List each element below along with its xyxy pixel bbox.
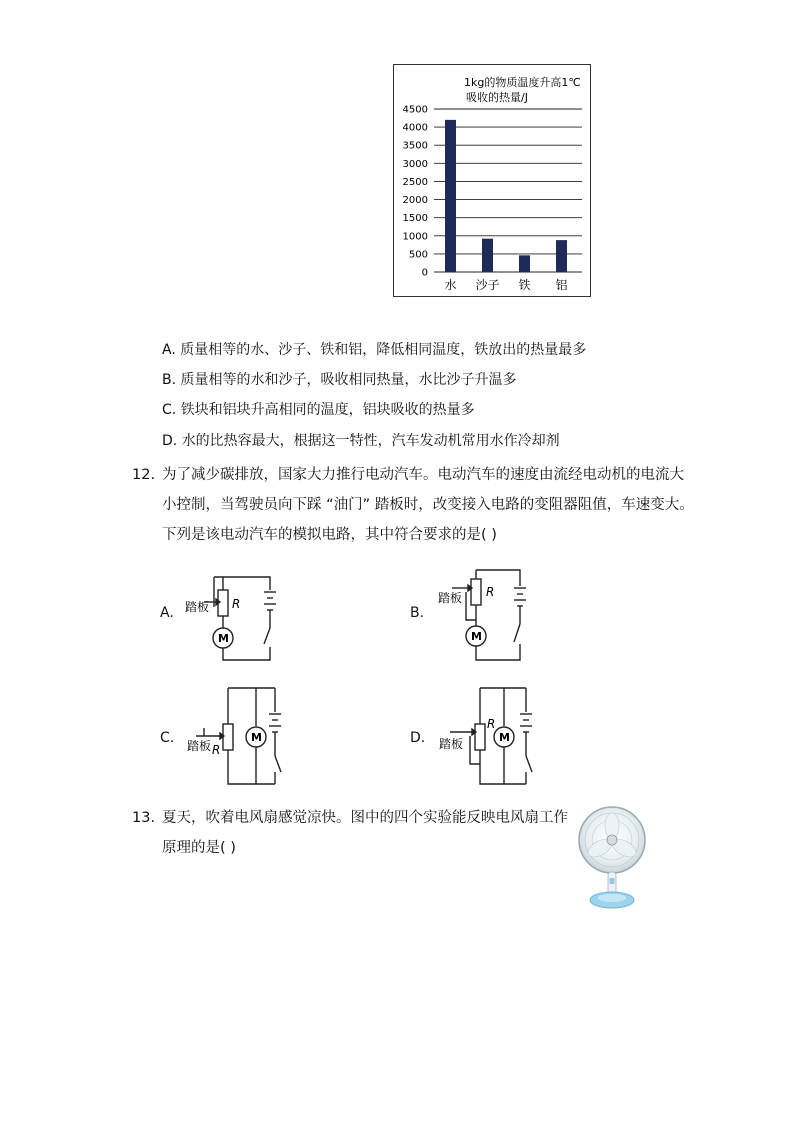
option-letter: C. xyxy=(162,402,177,418)
q12-option-c[interactable] xyxy=(160,684,295,789)
option-letter: A. xyxy=(160,605,174,621)
option-text: 质量相等的水和沙子，吸收相同热量，水比沙子升温多 xyxy=(180,372,517,388)
bar xyxy=(482,239,493,272)
resistor-label: R xyxy=(486,585,495,599)
x-category-label: 沙子 xyxy=(475,278,500,292)
circuit-diagram-parallel xyxy=(410,684,545,789)
resistor-label: R xyxy=(212,743,221,757)
bar-chart-frame xyxy=(393,64,591,297)
bar-chart xyxy=(394,65,590,296)
option-text: 质量相等的水、沙子、铁和铝，降低相同温度，铁放出的热量最多 xyxy=(180,342,587,358)
option-letter: D. xyxy=(162,433,178,449)
option-letter: A. xyxy=(162,342,176,358)
chart-title-line2: 吸收的热量/J xyxy=(466,91,528,104)
q11-option-b[interactable] xyxy=(162,370,517,390)
y-tick-label: 2500 xyxy=(402,176,428,188)
y-tick-label: 4500 xyxy=(402,104,428,116)
circuit-diagram-parallel xyxy=(160,684,295,789)
bar xyxy=(445,120,456,272)
pedal-label: 踏板 xyxy=(439,737,464,751)
option-letter: C. xyxy=(160,730,175,746)
circuit-diagram-series xyxy=(160,562,290,667)
y-tick-label: 1500 xyxy=(402,213,428,225)
y-tick-label: 1000 xyxy=(402,231,428,243)
pedal-label: 踏板 xyxy=(187,739,212,753)
q12-line3: 下列是该电动汽车的模拟电路，其中符合要求的是( ) xyxy=(162,527,497,543)
x-category-label: 铁 xyxy=(518,278,531,292)
q13-line1: 夏天，吹着电风扇感觉凉快。图中的四个实验能反映电风扇工作 xyxy=(162,810,568,826)
pedal-label: 踏板 xyxy=(438,591,463,605)
y-tick-label: 500 xyxy=(408,249,428,261)
option-letter: B. xyxy=(162,372,177,388)
y-tick-label: 3000 xyxy=(402,158,428,170)
q13-line2: 原理的是( ) xyxy=(162,840,236,856)
motor-label: M xyxy=(218,632,229,645)
x-category-label: 水 xyxy=(444,278,457,292)
option-text: 水的比热容最大，根据这一特性，汽车发动机常用水作冷却剂 xyxy=(181,433,560,449)
q12-number: 12. xyxy=(132,467,156,483)
q12-line1: 为了减少碳排放，国家大力推行电动汽车。电动汽车的速度由流经电动机的电流大 xyxy=(162,467,684,483)
electric-fan-image xyxy=(576,804,648,912)
q12-option-d[interactable] xyxy=(410,684,545,789)
circuit-diagram-series xyxy=(410,562,540,667)
y-tick-label: 2000 xyxy=(402,195,428,207)
chart-title-line1: 1kg的物质温度升高1℃ xyxy=(464,76,581,89)
q12-option-b[interactable] xyxy=(410,562,540,667)
option-letter: D. xyxy=(410,730,426,746)
q12-option-a[interactable] xyxy=(160,562,290,667)
motor-label: M xyxy=(471,630,482,643)
y-tick-label: 3500 xyxy=(402,140,428,152)
resistor-label: R xyxy=(232,597,241,611)
motor-label: M xyxy=(251,731,262,744)
pedal-label: 踏板 xyxy=(185,600,210,614)
resistor-label: R xyxy=(487,717,496,731)
y-tick-label: 4000 xyxy=(402,122,428,134)
y-tick-label: 0 xyxy=(421,267,428,279)
option-text: 铁块和铝块升高相同的温度，铝块吸收的热量多 xyxy=(180,402,475,418)
q11-option-c[interactable] xyxy=(162,400,475,420)
q12-line2: 小控制，当驾驶员向下踩 “油门” 踏板时，改变接入电路的变阻器阻值，车速变大。 xyxy=(162,497,694,513)
bar xyxy=(519,255,530,272)
q11-option-d[interactable] xyxy=(162,431,560,451)
x-category-label: 铝 xyxy=(555,278,568,292)
motor-label: M xyxy=(499,731,510,744)
option-letter: B. xyxy=(410,605,425,621)
q11-option-a[interactable] xyxy=(162,340,586,360)
bar xyxy=(556,240,567,272)
q13-number: 13. xyxy=(132,810,156,826)
